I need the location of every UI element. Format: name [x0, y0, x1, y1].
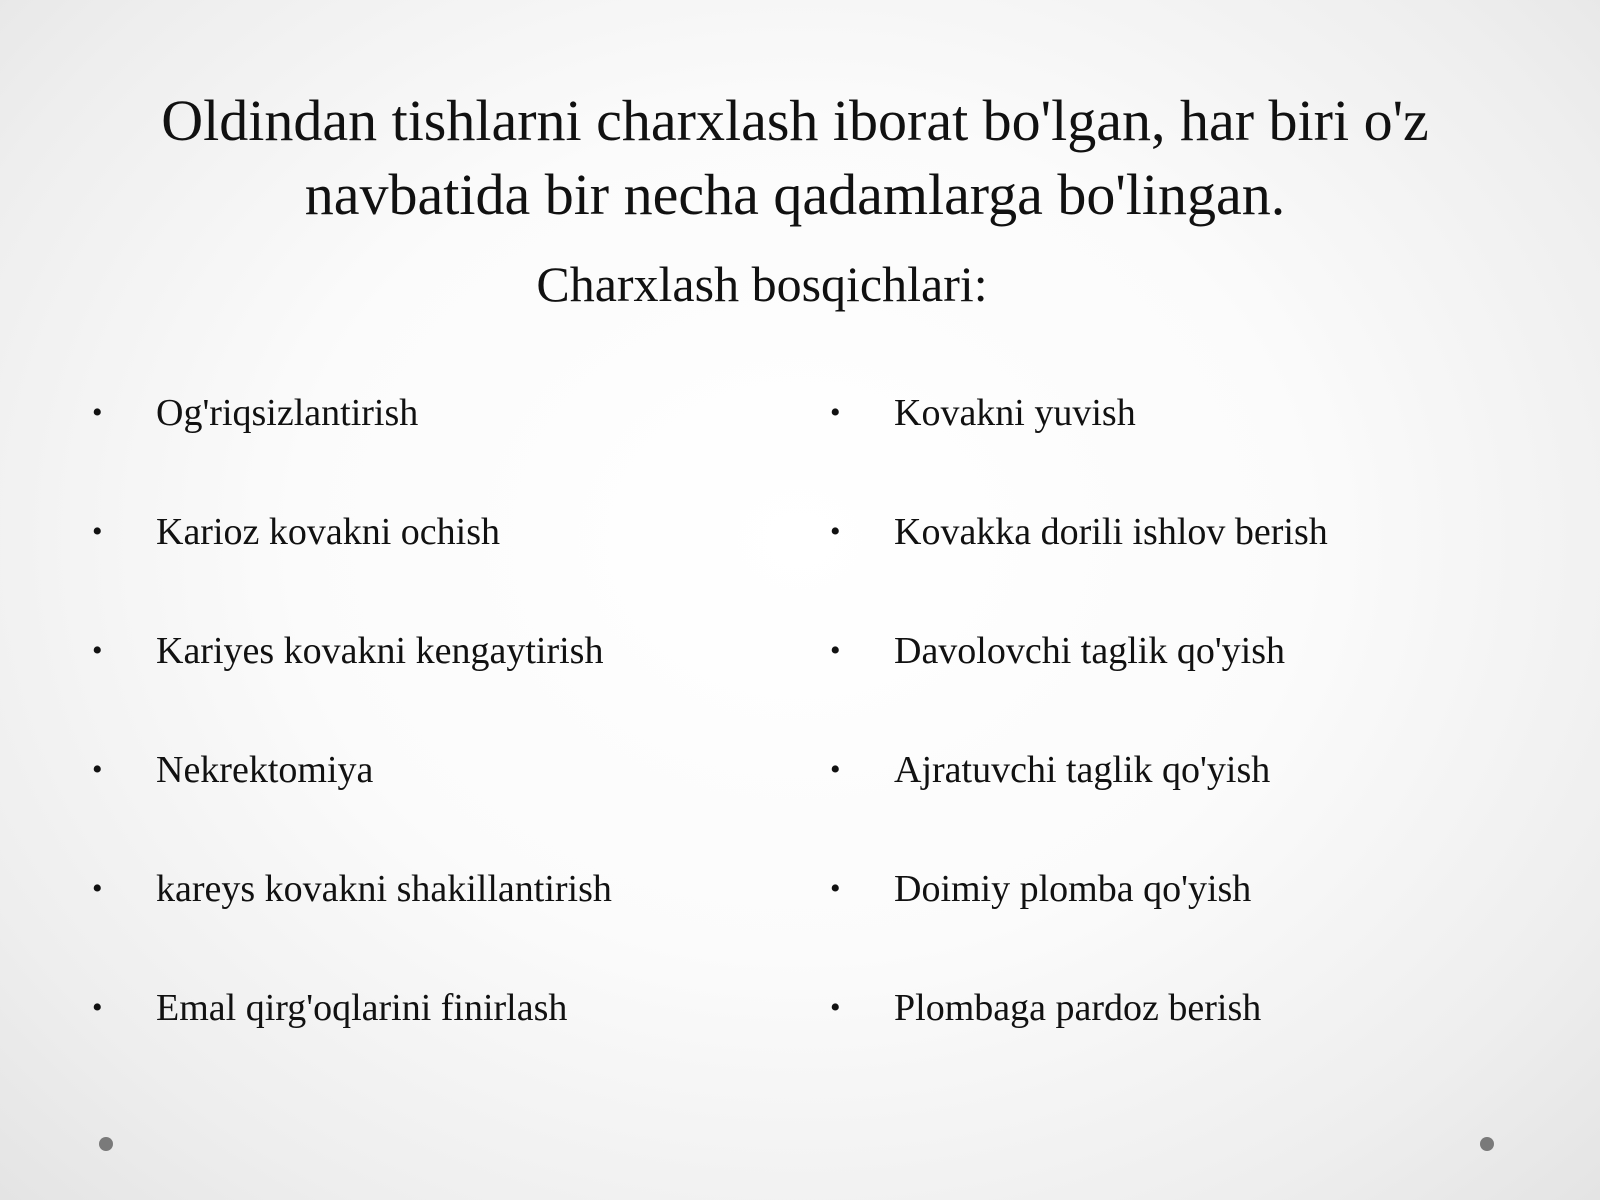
list-item [830, 985, 1550, 1104]
bullet-icon: • [92, 872, 103, 905]
list-item-text: Emal qirg'oqlarini finirlash [156, 987, 568, 1029]
list-item-text: Kovakka dorili ishlov berish [894, 511, 1328, 553]
bullet-icon: • [830, 753, 841, 786]
list-item [830, 509, 1550, 628]
list-item-text: Plombaga pardoz berish [894, 987, 1262, 1029]
list-item [92, 509, 792, 628]
bullet-icon: • [92, 515, 103, 548]
list-item-text: Ajratuvchi taglik qo'yish [894, 749, 1271, 791]
slide-title [60, 84, 1530, 232]
bullet-icon: • [830, 515, 841, 548]
bullet-icon: • [92, 753, 103, 786]
bullet-icon: • [92, 991, 103, 1024]
list-item-text: Doimiy plomba qo'yish [894, 868, 1252, 910]
bullet-icon: • [830, 991, 841, 1024]
list-item-text: Kariyes kovakni kengaytirish [156, 630, 604, 672]
bullet-icon: • [92, 396, 103, 429]
bullet-icon: • [830, 872, 841, 905]
list-item [92, 866, 792, 985]
list-item [92, 628, 792, 747]
list-item-text: Kovakni yuvish [894, 392, 1136, 434]
list-item [830, 628, 1550, 747]
list-item [830, 390, 1550, 509]
list-item [92, 747, 792, 866]
list-item-text: Og'riqsizlantirish [156, 392, 419, 434]
list-item [830, 866, 1550, 985]
list-item-text: kareys kovakni shakillantirish [156, 868, 612, 910]
bullet-icon: • [830, 634, 841, 667]
list-item-text: Davolovchi taglik qo'yish [894, 630, 1286, 672]
slide-subtitle: Charxlash bosqichlari: [536, 256, 988, 312]
right-bullet-list [830, 390, 1550, 1104]
corner-dot-icon [1480, 1137, 1494, 1151]
corner-dot-icon [99, 1137, 113, 1151]
bullet-icon: • [830, 396, 841, 429]
title-line-2: navbatida bir necha qadamlarga bo'lingan. [304, 162, 1286, 227]
title-line-1: Oldindan tishlarni charxlash iborat bo'lgan, har biri o'z [161, 88, 1429, 153]
bullet-icon: • [92, 634, 103, 667]
list-item-text: Nekrektomiya [156, 749, 374, 791]
list-item [92, 390, 792, 509]
list-item [830, 747, 1550, 866]
left-bullet-list [92, 390, 792, 1104]
list-item [92, 985, 792, 1104]
list-item-text: Karioz kovakni ochish [156, 511, 501, 553]
